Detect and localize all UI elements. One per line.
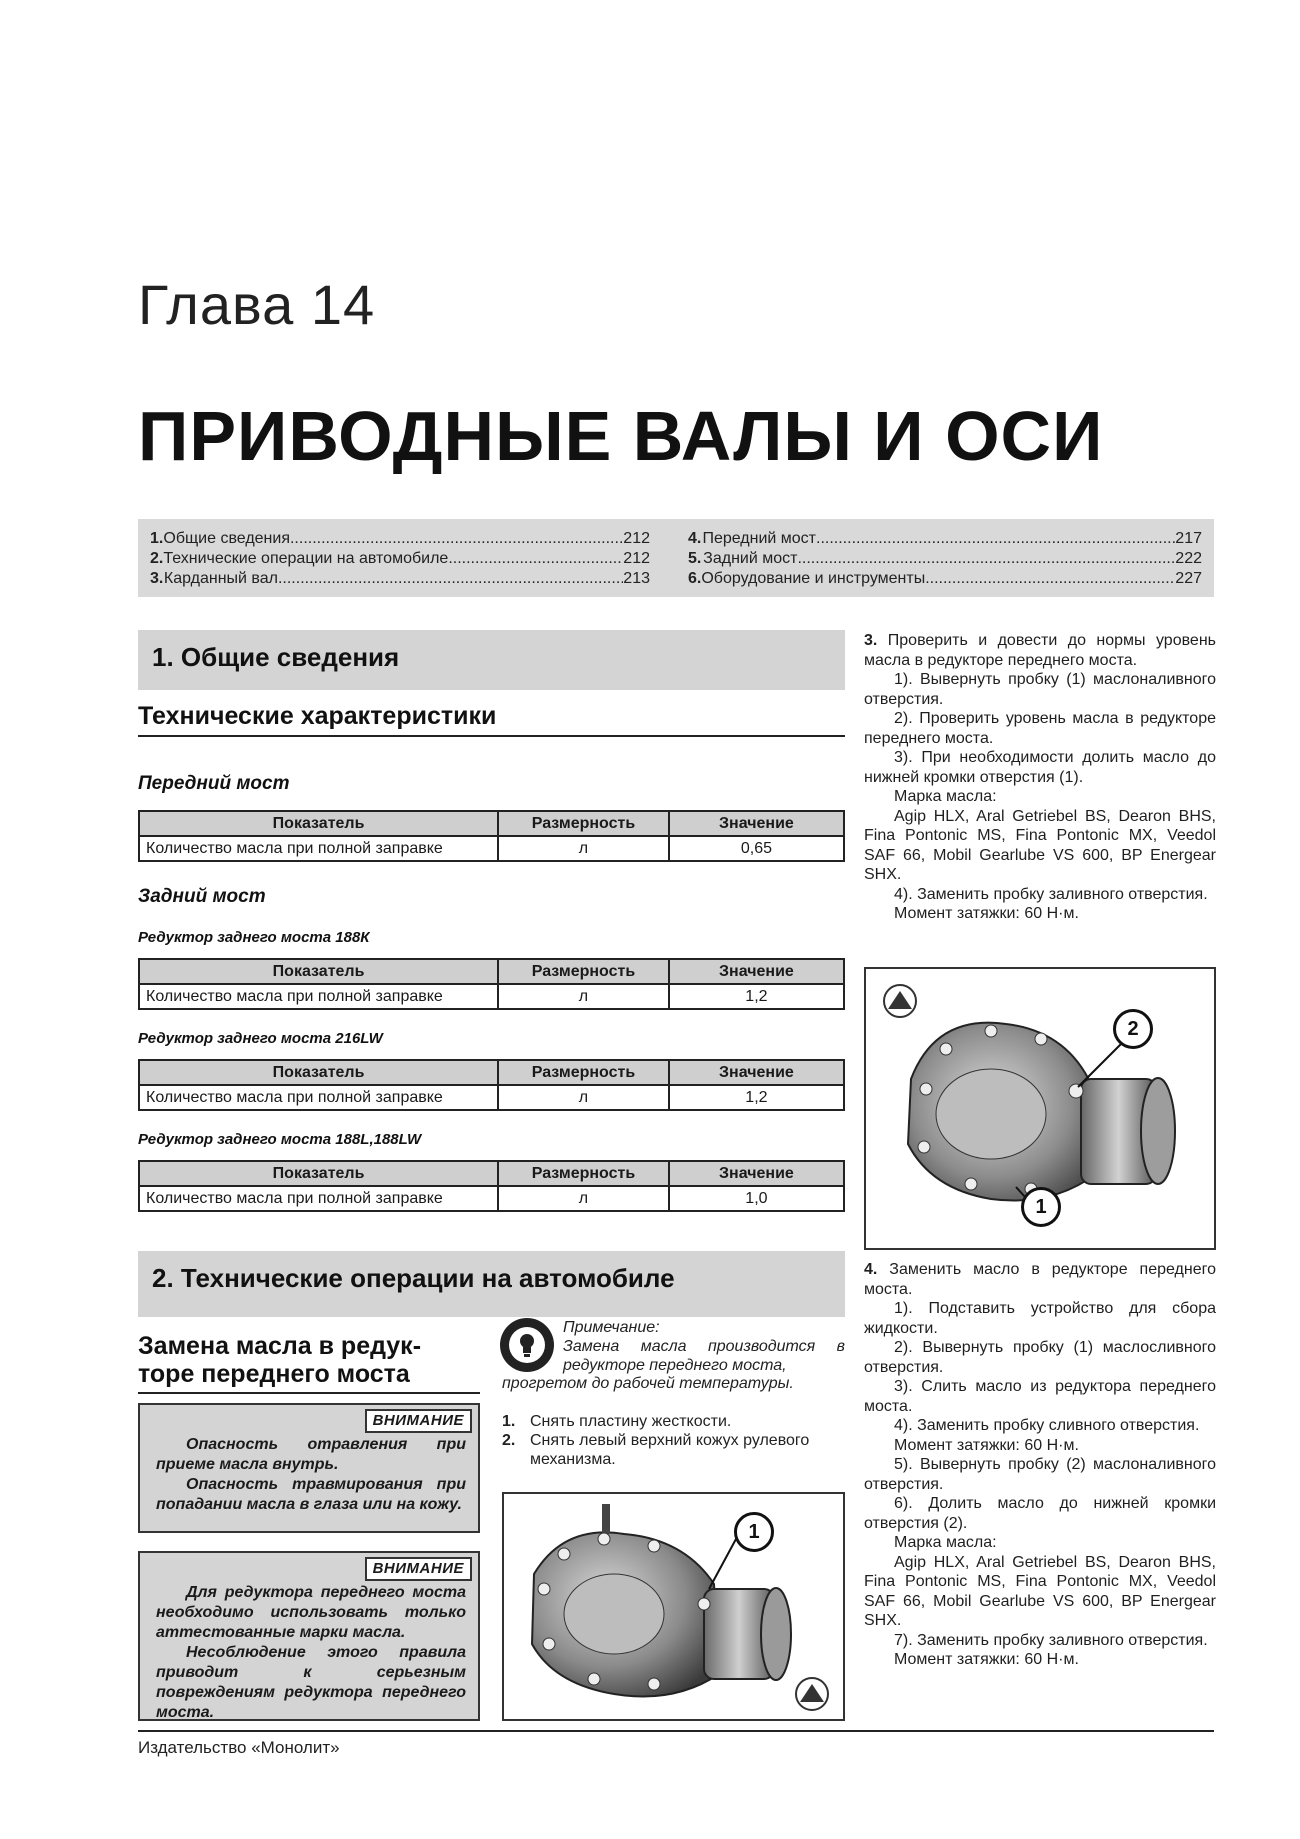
step-text: Снять левый верхний кожух рулевого механизма. bbox=[530, 1432, 810, 1468]
cell-value: 1,0 bbox=[669, 1186, 844, 1211]
sub-step: 4). Заменить пробку сливного отверстия. bbox=[894, 1417, 1200, 1434]
list-item bbox=[502, 1412, 845, 1431]
col-header: Показатель bbox=[139, 959, 498, 984]
step-text: Снять пластину жесткости. bbox=[530, 1413, 732, 1430]
warning-box-1 bbox=[138, 1403, 480, 1533]
toc-column-right bbox=[688, 529, 1202, 589]
col-header: Показатель bbox=[139, 1060, 498, 1085]
cell-label: Количество масла при полной заправке bbox=[139, 984, 498, 1009]
sub-step: 3). Слить масло из редуктора переднего моста. bbox=[864, 1378, 1216, 1415]
col-header: Показатель bbox=[139, 1161, 498, 1186]
oil-label: Марка масла: bbox=[894, 788, 997, 805]
toc-title: Оборудование и инструменты bbox=[701, 570, 926, 587]
col-header: Размерность bbox=[498, 959, 669, 984]
col-header: Значение bbox=[669, 1060, 844, 1085]
toc-leader bbox=[816, 529, 1175, 549]
toc-leader bbox=[290, 529, 623, 549]
step-num: 1. bbox=[502, 1413, 516, 1430]
table-row bbox=[139, 1085, 844, 1110]
note-tail: прогретом до рабочей температуры. bbox=[502, 1375, 794, 1392]
toc-num: 3. bbox=[150, 570, 164, 587]
note-text: Замена масла производится в редукторе переднего моста, bbox=[563, 1338, 845, 1374]
footer-divider bbox=[138, 1730, 1214, 1732]
steps-list bbox=[502, 1412, 845, 1469]
reducer-plugs-figure bbox=[864, 967, 1216, 1250]
torque: Момент затяжки: 60 Н·м. bbox=[894, 905, 1079, 922]
table-of-contents bbox=[138, 519, 1214, 597]
cell-unit: л bbox=[498, 984, 669, 1009]
oil-change-heading-line1: Замена масла в редук- bbox=[138, 1332, 422, 1360]
step-num: 2. bbox=[502, 1432, 516, 1449]
toc-title: Передний мост bbox=[702, 530, 816, 547]
table-row bbox=[139, 984, 844, 1009]
note bbox=[563, 1318, 845, 1375]
oil-change-heading bbox=[138, 1332, 480, 1394]
toc-num: 5. bbox=[688, 550, 702, 567]
warning-tag: ВНИМАНИЕ bbox=[365, 1557, 472, 1581]
reducer-188l-heading: Редуктор заднего моста 188L,188LW bbox=[138, 1131, 422, 1148]
col-header: Размерность bbox=[498, 1161, 669, 1186]
chapter-label: Глава 14 bbox=[138, 273, 376, 336]
toc-item[interactable] bbox=[688, 529, 1202, 549]
toc-page: 227 bbox=[1175, 570, 1202, 587]
cell-value: 1,2 bbox=[669, 984, 844, 1009]
cell-value: 1,2 bbox=[669, 1085, 844, 1110]
toc-title: Общие сведения bbox=[163, 530, 290, 547]
warning-text: Опасность отравления при приеме масла внутрь. bbox=[156, 1436, 466, 1473]
warning-box-2 bbox=[138, 1551, 480, 1721]
publisher: Издательство «Монолит» bbox=[138, 1738, 340, 1757]
step3-text bbox=[864, 631, 1216, 924]
toc-leader bbox=[278, 569, 623, 589]
cell-unit: л bbox=[498, 836, 669, 861]
col-header: Размерность bbox=[498, 811, 669, 836]
cell-label: Количество масла при полной заправке bbox=[139, 1085, 498, 1110]
col-header: Показатель bbox=[139, 811, 498, 836]
reducer-illustration bbox=[504, 1494, 843, 1719]
toc-item[interactable] bbox=[150, 549, 650, 569]
toc-column-left bbox=[150, 529, 650, 589]
note-label: Примечание: bbox=[563, 1319, 660, 1336]
section-2-heading: 2. Технические операции на автомобиле bbox=[138, 1251, 845, 1317]
front-axle-heading: Передний мост bbox=[138, 773, 290, 794]
toc-item[interactable] bbox=[150, 569, 650, 589]
figure-callout: 2 bbox=[1113, 1009, 1153, 1049]
table-row bbox=[139, 836, 844, 861]
cell-unit: л bbox=[498, 1085, 669, 1110]
cell-unit: л bbox=[498, 1186, 669, 1211]
front-axle-table bbox=[138, 810, 845, 862]
warning-tag: ВНИМАНИЕ bbox=[365, 1409, 472, 1433]
toc-leader bbox=[448, 549, 623, 569]
toc-item[interactable] bbox=[150, 529, 650, 549]
cell-label: Количество масла при полной заправке bbox=[139, 836, 498, 861]
oil-brands: Agip HLX, Aral Getriebel BS, Dearon BHS, Fina Pontonic MS, Fina Pontonic MX, Veedol SAF 66, Mobil Gearlube VS 600, BP Energear SHX. bbox=[864, 1553, 1216, 1629]
reducer-188k-heading: Редуктор заднего моста 188К bbox=[138, 929, 370, 946]
oil-label: Марка масла: bbox=[894, 1534, 997, 1551]
warning-text: Опасность травмирования при попадании масла в глаза или на кожу. bbox=[156, 1476, 466, 1513]
col-header: Значение bbox=[669, 959, 844, 984]
sub-step: 2). Вывернуть пробку (1) маслосливного отверстия. bbox=[864, 1339, 1216, 1376]
col-header: Значение bbox=[669, 811, 844, 836]
toc-title: Технические операции на автомобиле bbox=[163, 550, 449, 567]
reducer-188k-table bbox=[138, 958, 845, 1010]
toc-title: Карданный вал bbox=[163, 570, 278, 587]
section-1-heading: 1. Общие сведения bbox=[138, 630, 845, 690]
sub-step: 4). Заменить пробку заливного отверстия. bbox=[894, 885, 1208, 903]
toc-leader bbox=[925, 569, 1175, 589]
lightbulb-icon bbox=[517, 1332, 537, 1358]
reducer-188l-table bbox=[138, 1160, 845, 1212]
toc-num: 6. bbox=[688, 570, 702, 587]
front-axle-reducer-figure bbox=[502, 1492, 845, 1721]
rear-axle-heading: Задний мост bbox=[138, 886, 266, 907]
torque: Момент затяжки: 60 Н·м. bbox=[894, 1651, 1079, 1668]
list-item bbox=[502, 1431, 845, 1469]
table-row bbox=[139, 1186, 844, 1211]
toc-page: 217 bbox=[1175, 530, 1202, 547]
cell-label: Количество масла при полной заправке bbox=[139, 1186, 498, 1211]
sub-step: 3). При необходимости долить масло до нижней кромки отверстия (1). bbox=[864, 749, 1216, 786]
reducer-216lw-heading: Редуктор заднего моста 216LW bbox=[138, 1030, 383, 1047]
figure-callout: 1 bbox=[1021, 1187, 1061, 1227]
toc-item[interactable] bbox=[688, 569, 1202, 589]
sub-step: 5). Вывернуть пробку (2) маслоналивного отверстия. bbox=[864, 1456, 1216, 1493]
toc-page: 212 bbox=[623, 530, 650, 547]
sub-step: 1). Вывернуть пробку (1) маслоналивного отверстия. bbox=[864, 671, 1216, 708]
cell-value: 0,65 bbox=[669, 836, 844, 861]
col-header: Значение bbox=[669, 1161, 844, 1186]
tech-specs-heading: Технические характеристики bbox=[138, 702, 845, 737]
chapter-title: ПРИВОДНЫЕ ВАЛЫ И ОСИ bbox=[138, 397, 1104, 475]
toc-page: 213 bbox=[623, 570, 650, 587]
toc-leader bbox=[797, 549, 1175, 569]
toc-num: 4. bbox=[688, 530, 702, 547]
sub-step: 6). Долить масло до нижней кромки отверстия (2). bbox=[864, 1495, 1216, 1532]
oil-brands: Agip HLX, Aral Getriebel BS, Dearon BHS, Fina Pontonic MS, Fina Pontonic MX, Veedol SAF 66, Mobil Gearlube VS 600, BP Energear SHX. bbox=[864, 807, 1216, 883]
note-bulb-icon bbox=[500, 1318, 554, 1372]
reducer-216lw-table bbox=[138, 1059, 845, 1111]
figure-callout: 1 bbox=[734, 1512, 774, 1552]
step-num: 4. bbox=[864, 1261, 878, 1278]
col-header: Размерность bbox=[498, 1060, 669, 1085]
sub-step: 1). Подставить устройство для сбора жидкости. bbox=[864, 1300, 1216, 1337]
step4-text bbox=[864, 1260, 1216, 1670]
step-text: Заменить масло в редукторе переднего моста. bbox=[864, 1261, 1216, 1298]
warning-text: Для редуктора переднего моста необходимо использовать только аттестованные марки масла. bbox=[156, 1584, 466, 1641]
step-text: Проверить и довести до нормы уровень масла в редукторе переднего моста. bbox=[864, 632, 1216, 669]
toc-num: 2. bbox=[150, 550, 164, 567]
oil-change-heading-line2: торе переднего моста bbox=[138, 1360, 410, 1388]
toc-item[interactable] bbox=[688, 549, 1202, 569]
warning-text: Несоблюдение этого правила приводит к серьезным повреждениям редуктора переднего моста. bbox=[156, 1644, 466, 1721]
toc-page: 222 bbox=[1175, 550, 1202, 567]
toc-title: Задний мост bbox=[703, 550, 798, 567]
sub-step: 2). Проверить уровень масла в редукторе переднего моста. bbox=[864, 710, 1216, 747]
step-num: 3. bbox=[864, 632, 878, 649]
toc-num: 1. bbox=[150, 530, 164, 547]
torque: Момент затяжки: 60 Н·м. bbox=[894, 1436, 1079, 1454]
toc-page: 212 bbox=[623, 550, 650, 567]
sub-step: 7). Заменить пробку заливного отверстия. bbox=[894, 1631, 1208, 1649]
